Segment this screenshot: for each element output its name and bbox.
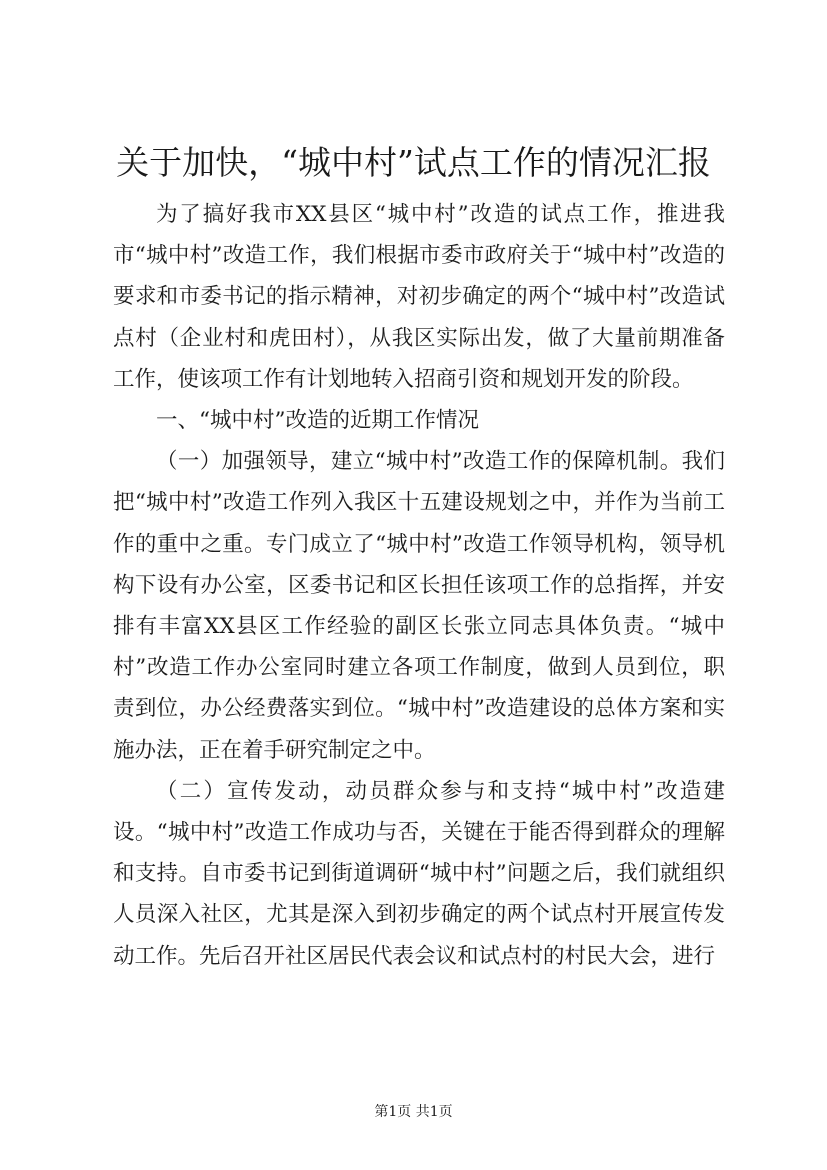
paragraph-intro: 为了搞好我市XX县区“城中村”改造的试点工作，推进我市“城中村”改造工作，我们根据市委市政府关于“城中村”改造的要求和市委书记的指示精神，对初步确定的两个“城中村”改造试点村（企业村和虎田村），从我区实际出发，做了大量前期准备工作，使该项工作有计划地转入招商引资和规划开发的阶段。 bbox=[113, 202, 725, 392]
paragraph-publicity: （二）宣传发动，动员群众参与和支持“城中村”改造建设。“城中村”改造工作成功与否，关键在于能否得到群众的理解和支持。自市委书记到街道调研“城中村”问题之后，我们就组织人员深入社区，尤其是深入到初步确定的两个试点村开展宣传发动工作。先后召开社区居民代表会议和试点村的村民大会，进行 bbox=[113, 778, 725, 969]
paragraph-leadership: （一）加强领导，建立“城中村”改造工作的保障机制。我们把“城中村”改造工作列入我区十五建设规划之中，并作为当前工作的重中之重。专门成立了“城中村”改造工作领导机构，领导机构下设有办公室，区委书记和区长担任该项工作的总指挥，并安排有丰富XX县区工作经验的副区长张立同志具体负责。“城中村”改造工作办公室同时建立各项工作制度，做到人员到位，职责到位，办公经费落实到位。“城中村”改造建设的总体方案和实施办法，正在着手研究制定之中。 bbox=[113, 449, 725, 763]
document-title: 关于加快，“城中村”试点工作的情况汇报 bbox=[116, 143, 711, 182]
page-number-footer: 第1页 共1页 bbox=[374, 1104, 453, 1120]
document-body bbox=[113, 194, 725, 977]
section-heading-1: 一、“城中村”改造的近期工作情况 bbox=[156, 408, 479, 434]
